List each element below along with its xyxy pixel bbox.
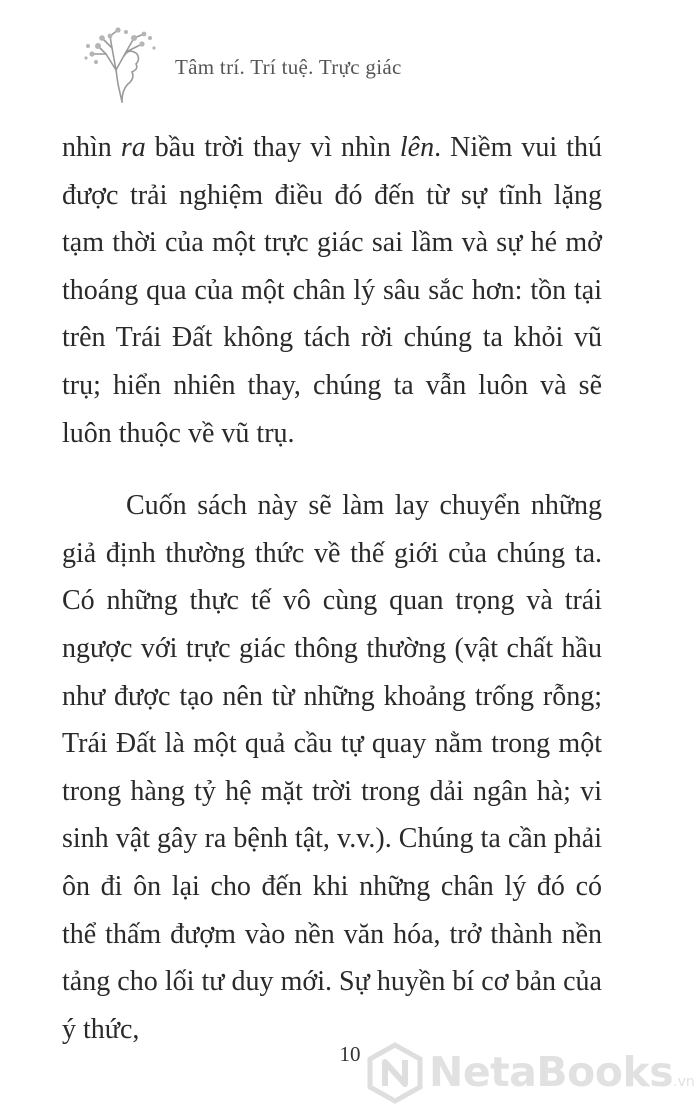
- running-head: Tâm trí. Trí tuệ. Trực giác: [175, 55, 402, 79]
- watermark-text: [429, 1048, 695, 1096]
- paragraph-1-seg5: . Niềm vui thú được trải nghiệm điều đó đến từ sự tĩnh lặng tạm thời của một trực giác sai lầm và sự hé mở thoáng qua của một chân lý sâu sắc hơn: tồn tại trên Trái Đất không tách rời chúng ta khỏi vũ trụ; hiển nhiên thay, chúng ta vẫn luôn và sẽ luôn thuộc về vũ trụ.: [62, 132, 603, 449]
- watermark: [365, 1042, 695, 1104]
- netabooks-logo-icon: [365, 1042, 425, 1104]
- body-text: [62, 124, 602, 1053]
- page-number: 10: [339, 1042, 361, 1066]
- page-header: [0, 0, 700, 110]
- paragraph-2: Cuốn sách này sẽ làm lay chuyển những giả định thường thức về thế giới của chúng ta. Có những thực tế vô cùng quan trọng và trái ngược với trực giác thông thường (vật chất hầu như được tạo nên từ những khoảng trống rỗng; Trái Đất là một quả cầu tự quay nằm trong một trong hàng tỷ hệ mặt trời trong dải ngân hà; vi sinh vật gây ra bệnh tật, v.v.). Chúng ta cần phải ôn đi ôn lại cho đến khi những chân lý đó có thể thấm đượm vào nền văn hóa, trở thành nền tảng cho lối tư duy mới. Sự huyền bí cơ bản của ý thức,: [62, 490, 602, 1045]
- paragraph-1-seg3: bầu trời thay vì nhìn: [145, 132, 400, 163]
- tree-head-icon: [78, 24, 168, 104]
- watermark-brand: NetaBooks: [429, 1048, 674, 1096]
- paragraph-1-italic-len: lên: [399, 132, 435, 163]
- paragraph-1-italic-ra: ra: [120, 132, 146, 163]
- watermark-suffix: .vn: [673, 1074, 695, 1090]
- paragraph-1-seg1: nhìn: [62, 132, 121, 163]
- paragraph-1: [62, 124, 602, 457]
